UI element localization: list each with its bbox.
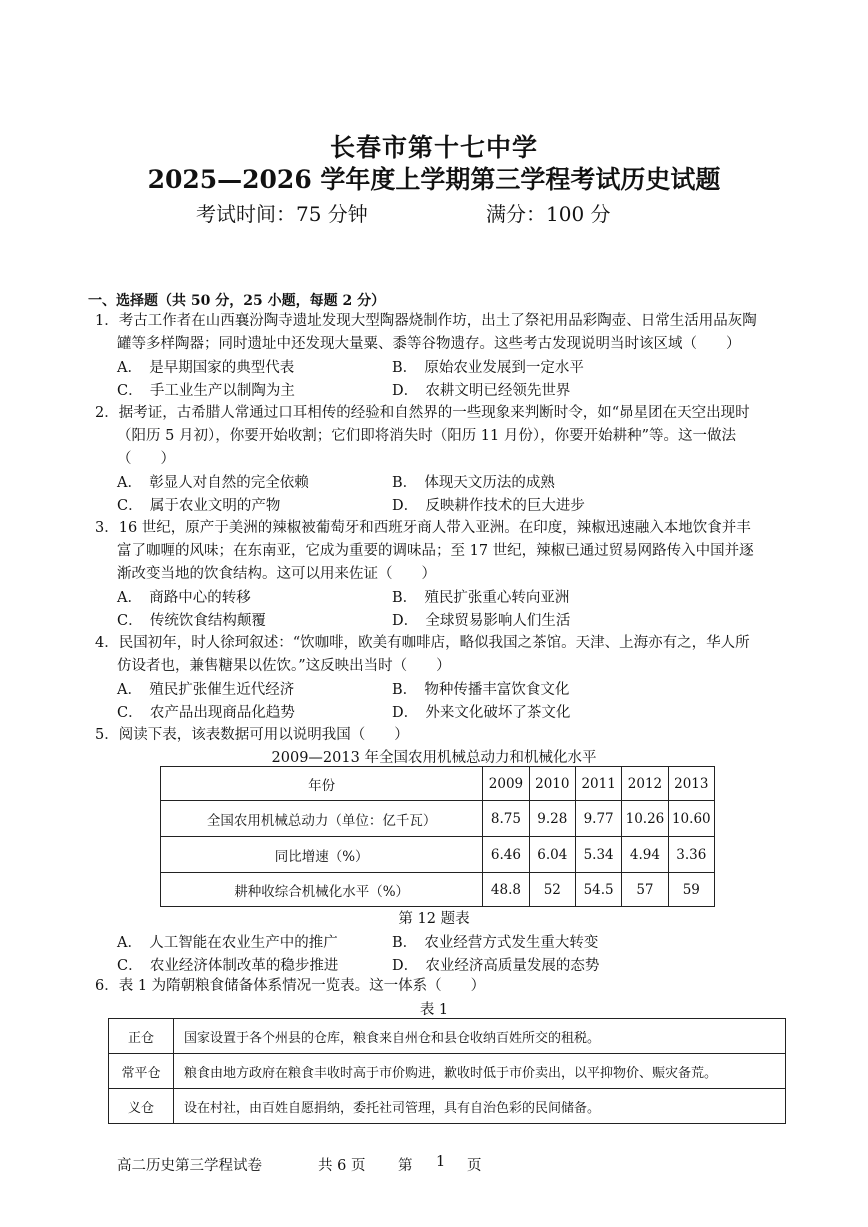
full-score: 满分：100 分 (486, 202, 611, 226)
option-a: A． 殖民扩张催生近代经济 (117, 682, 295, 698)
option-a: A． 是早期国家的典型代表 (117, 360, 295, 376)
table-header-cell: 2011 (575, 767, 621, 801)
question-line: 罐等多样陶器；同时遗址中还发现大量粟、黍等谷物遗存。这些考古发现说明当时该区域（ ） (117, 336, 741, 352)
option-d: D． 全球贸易影响人们生活 (392, 613, 571, 629)
table-caption: 2009—2013 年全国农用机械总动力和机械化水平 (271, 750, 597, 766)
table-note: 第 12 题表 (398, 911, 470, 927)
option-d: D． 外来文化破坏了茶文化 (392, 705, 571, 721)
table-cell: 8.75 (483, 801, 529, 837)
table-row (109, 1019, 786, 1054)
table-row (161, 801, 715, 837)
table-cell: 6.04 (529, 837, 575, 873)
option-c: C． 属于农业文明的产物 (117, 498, 281, 514)
question-line: 仿设者也，兼售糖果以佐饮。”这反映出当时（ ） (117, 658, 451, 674)
exam-title: 2025—2026 学年度上学期第三学程考试历史试题 (147, 165, 721, 194)
table-header-cell: 2009 (483, 767, 529, 801)
granary-table (108, 1018, 786, 1124)
table-row (109, 1054, 786, 1089)
question-line: 富了咖喱的风味；在东南亚，它成为重要的调味品；至 17 世纪，辣椒已通过贸易网路传入中国并逐 (117, 543, 754, 559)
table-header-row (161, 767, 715, 801)
table-row (161, 873, 715, 907)
table-cell: 4.94 (622, 837, 668, 873)
table-header-cell: 2012 (622, 767, 668, 801)
option-c: C． 农业经济体制改革的稳步推进 (117, 958, 339, 974)
table-cell: 义仓 (109, 1089, 174, 1124)
table-cell: 6.46 (483, 837, 529, 873)
table-cell: 国家设置于各个州县的仓库，粮食来自州仓和县仓收纳百姓所交的租税。 (174, 1019, 786, 1054)
table-cell: 3.36 (668, 837, 714, 873)
table-header-cell: 年份 (161, 767, 483, 801)
question-line: 2．据考证，古希腊人常通过口耳相传的经验和自然界的一些现象来判断时令，如“昴星团在天空出现时 (95, 405, 750, 421)
footer-page-unit: 页 (467, 1158, 482, 1174)
option-c: C． 传统饮食结构颠覆 (117, 613, 266, 629)
option-a: A． 人工智能在农业生产中的推广 (117, 935, 338, 951)
question-line: （ ） (117, 451, 175, 467)
question-line: 1．考古工作者在山西襄汾陶寺遗址发现大型陶器烧制作坊，出土了祭祀用品彩陶壶、日常生活用品灰陶 (95, 313, 757, 329)
question-4 (95, 632, 795, 678)
option-d: D． 农耕文明已经领先世界 (392, 383, 571, 399)
table-cell: 常平仓 (109, 1054, 174, 1089)
table-cell: 耕种收综合机械化水平（%） (161, 873, 483, 907)
option-c: C． 农产品出现商品化趋势 (117, 705, 295, 721)
option-a: A． 彰显人对自然的完全依赖 (117, 475, 309, 491)
option-b: B． 原始农业发展到一定水平 (392, 360, 584, 376)
question-3 (95, 517, 795, 586)
table-header-cell: 2013 (668, 767, 714, 801)
footer-page-number: 1 (436, 1154, 446, 1170)
table-cell: 10.60 (668, 801, 714, 837)
table-header-cell: 2010 (529, 767, 575, 801)
question-line: （阳历 5 月初），你要开始收割；它们即将消失时（阳历 11 月份），你要开始耕种”等。这一做法 (117, 428, 737, 444)
option-c: C． 手工业生产以制陶为主 (117, 383, 295, 399)
option-b: B． 物种传播丰富饮食文化 (392, 682, 570, 698)
option-b: B． 体现天文历法的成熟 (392, 475, 555, 491)
table-row (109, 1089, 786, 1124)
option-d: D． 农业经济高质量发展的态势 (392, 958, 600, 974)
table-cell: 粮食由地方政府在粮食丰收时高于市价购进，歉收时低于市价卖出，以平抑物价、赈灾备荒。 (174, 1054, 786, 1089)
question-line: 3．16 世纪，原产于美洲的辣椒被葡萄牙和西班牙商人带入亚洲。在印度，辣椒迅速融入本地饮食并丰 (95, 520, 751, 536)
option-d: D． 反映耕作技术的巨大进步 (392, 498, 585, 514)
table-cell: 10.26 (622, 801, 668, 837)
option-a: A． 商路中心的转移 (117, 590, 251, 606)
question-1 (95, 310, 795, 356)
table-cell: 48.8 (483, 873, 529, 907)
exam-time: 考试时间：75 分钟 (196, 202, 368, 226)
footer-page-word: 第 (398, 1158, 413, 1174)
question-5 (95, 724, 795, 747)
table-cell: 52 (529, 873, 575, 907)
table-cell: 9.77 (575, 801, 621, 837)
table-cell: 同比增速（%） (161, 837, 483, 873)
footer-title: 高二历史第三学程试卷 (117, 1158, 262, 1174)
footer-total-pages: 共 6 页 (318, 1158, 366, 1174)
question-line: 渐改变当地的饮食结构。这可以用来佐证（ ） (117, 566, 436, 582)
table-cell: 59 (668, 873, 714, 907)
section-heading: 一、选择题（共 50 分，25 小题，每题 2 分） (88, 293, 386, 309)
table-cell: 9.28 (529, 801, 575, 837)
question-line: 5．阅读下表，该表数据可用以说明我国（ ） (95, 727, 409, 743)
table-row (161, 837, 715, 873)
table-cell: 全国农用机械总动力（单位：亿千瓦） (161, 801, 483, 837)
question-6 (95, 975, 795, 998)
table-cell: 正仓 (109, 1019, 174, 1054)
question-line: 4．民国初年，时人徐珂叙述：“饮咖啡，欧美有咖啡店，略似我国之茶馆。天津、上海亦有之，华人所 (95, 635, 750, 651)
school-name: 长春市第十七中学 (329, 133, 538, 162)
table-cell: 57 (622, 873, 668, 907)
mechanization-table (160, 766, 715, 907)
table-cell: 54.5 (575, 873, 621, 907)
table-caption: 表 1 (419, 1002, 449, 1018)
table-cell: 设在村社，由百姓自愿捐纳，委托社司管理，具有自治色彩的民间储备。 (174, 1089, 786, 1124)
question-line: 6．表 1 为隋朝粮食储备体系情况一览表。这一体系（ ） (95, 978, 486, 994)
option-b: B． 殖民扩张重心转向亚洲 (392, 590, 570, 606)
question-2 (95, 402, 795, 471)
table-cell: 5.34 (575, 837, 621, 873)
option-b: B． 农业经营方式发生重大转变 (392, 935, 599, 951)
